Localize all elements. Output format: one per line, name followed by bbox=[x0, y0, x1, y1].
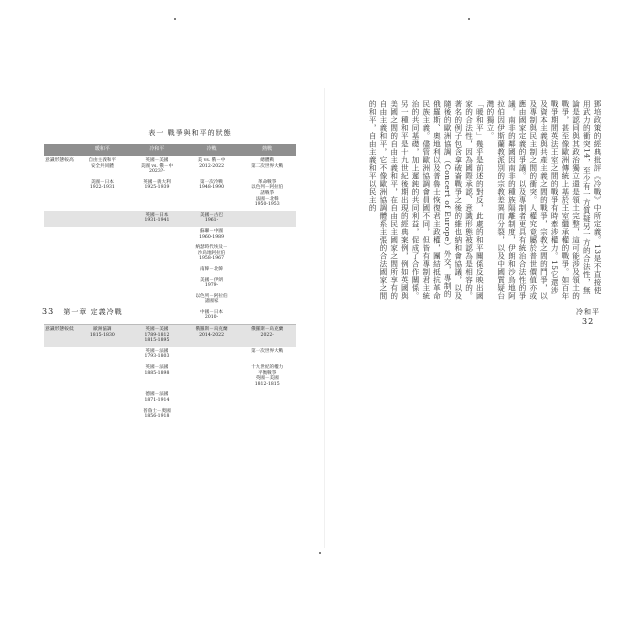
table-row bbox=[44, 227, 296, 243]
left-footer bbox=[42, 307, 123, 317]
table-header-cold-peace: 冷和平 bbox=[129, 144, 185, 156]
table-row bbox=[44, 156, 296, 178]
cell-line: 沙烏地阿拉伯 bbox=[197, 250, 226, 256]
cell-hot-war bbox=[238, 243, 296, 265]
row-label bbox=[44, 407, 76, 423]
cell-line: 1815-1830 bbox=[89, 332, 115, 338]
left-page-number: 33 bbox=[42, 307, 55, 316]
cell-warm-peace bbox=[76, 390, 130, 406]
cell-warm-peace bbox=[76, 178, 130, 211]
cell-cold-peace bbox=[129, 178, 185, 211]
row-label: 意識形態較高 bbox=[45, 158, 74, 163]
cell-line: 1925-1939 bbox=[144, 185, 170, 191]
cell-line: 1948-1990 bbox=[199, 185, 224, 191]
table-row bbox=[44, 265, 296, 276]
row-label bbox=[44, 363, 76, 390]
table-row bbox=[44, 211, 296, 227]
cell-line: 2014-2022 bbox=[199, 332, 224, 338]
cell-hot-war bbox=[238, 227, 296, 243]
cell-hot-war bbox=[238, 211, 296, 227]
cell-line: 十九世紀的權力 bbox=[251, 365, 284, 371]
table-header-row bbox=[44, 144, 296, 156]
cell-line: 普魯士－奧國 bbox=[143, 408, 171, 414]
cell-line: 1789-1812 bbox=[144, 332, 170, 338]
cell-line: 俄羅斯－烏克蘭 bbox=[195, 327, 228, 333]
cell-line: 美國 vs. 俄－中 bbox=[140, 163, 174, 169]
page-gutter bbox=[324, 88, 325, 548]
cell-line: 法國－北韓 bbox=[255, 196, 279, 202]
cell-line: 革命戰爭 bbox=[257, 179, 277, 185]
cell-cold-war bbox=[185, 156, 239, 178]
body-text bbox=[368, 100, 602, 300]
cell-line: 總體戰 bbox=[260, 158, 275, 163]
cell-line: 1979- bbox=[204, 283, 219, 289]
bottom-crop-mark bbox=[319, 552, 321, 554]
cell-line: 英國－美國 bbox=[255, 376, 279, 382]
cell-line: 英國－法國 bbox=[145, 348, 169, 354]
cell-cold-peace bbox=[129, 407, 185, 423]
cell-line: 1812-1815 bbox=[254, 381, 280, 387]
cell-hot-war bbox=[238, 308, 296, 325]
cell-cold-peace bbox=[129, 308, 185, 325]
table-header-warm-peace: 暖和平 bbox=[76, 144, 130, 156]
cell-cold-war bbox=[185, 276, 239, 292]
cell-line: 歐洲協調 bbox=[93, 327, 112, 333]
cell-line: 德國－法國 bbox=[145, 392, 169, 398]
cell-line: 英國－法國 bbox=[145, 365, 169, 371]
cell-line: 第一次世界大戰 bbox=[251, 348, 284, 354]
table-title: 表一 戰爭與和平的狀態 bbox=[148, 129, 232, 137]
cell-line: 諸戰爭 bbox=[260, 190, 275, 196]
cell-warm-peace bbox=[76, 227, 130, 243]
cell-cold-peace bbox=[129, 211, 185, 227]
table-row bbox=[44, 178, 296, 211]
cell-cold-war bbox=[185, 325, 239, 347]
cell-line: 1931-1941 bbox=[144, 218, 170, 224]
cell-line: 以色列－阿拉伯 bbox=[195, 293, 228, 299]
cell-line: 1950-1953 bbox=[254, 202, 280, 208]
war-peace-table bbox=[44, 144, 296, 423]
cell-hot-war bbox=[238, 156, 296, 178]
cell-cold-peace bbox=[129, 156, 185, 178]
table-row bbox=[44, 325, 296, 347]
cell-line: 美 vs. 俄－中 bbox=[197, 158, 226, 163]
row-label bbox=[44, 243, 76, 265]
cell-cold-peace bbox=[129, 227, 185, 243]
row-label bbox=[44, 211, 76, 227]
cell-hot-war bbox=[238, 363, 296, 390]
cell-warm-peace bbox=[76, 347, 130, 363]
cell-line: 1856-1918 bbox=[144, 414, 170, 420]
cell-cold-peace bbox=[129, 276, 185, 292]
cell-line: 英國－美國 bbox=[145, 158, 169, 163]
table-header-corner bbox=[44, 144, 76, 156]
row-label bbox=[44, 276, 76, 292]
cell-hot-war bbox=[238, 407, 296, 423]
row-label bbox=[44, 292, 76, 308]
cell-hot-war bbox=[238, 390, 296, 406]
right-footer bbox=[576, 307, 610, 326]
cell-hot-war bbox=[238, 276, 296, 292]
table-row bbox=[44, 390, 296, 406]
cell-line: 1793-1803 bbox=[144, 354, 170, 360]
table-row bbox=[44, 363, 296, 390]
cell-cold-war bbox=[185, 390, 239, 406]
row-label bbox=[44, 178, 76, 211]
table-row bbox=[44, 292, 296, 308]
cell-line: 英國－美國 bbox=[145, 327, 169, 333]
cell-hot-war bbox=[238, 265, 296, 276]
right-running-head: 冷和平 bbox=[576, 308, 600, 316]
row-label bbox=[44, 390, 76, 406]
cell-line: 1922-1931 bbox=[89, 185, 115, 191]
crop-mark bbox=[468, 18, 470, 20]
table-header-hot-war: 熱戰 bbox=[238, 144, 296, 156]
cell-line: 2023?- bbox=[149, 169, 165, 175]
cell-cold-war bbox=[185, 178, 239, 211]
row-label bbox=[44, 265, 76, 276]
cell-cold-war bbox=[185, 292, 239, 308]
row-label: 意識形態較低 bbox=[44, 325, 76, 347]
cell-line: 以色列－阿拉伯 bbox=[251, 185, 284, 191]
cell-cold-peace bbox=[129, 265, 185, 276]
cell-cold-peace bbox=[129, 347, 185, 363]
table-body bbox=[44, 156, 296, 423]
cell-hot-war bbox=[238, 292, 296, 308]
row-label bbox=[44, 347, 76, 363]
cell-warm-peace bbox=[76, 363, 130, 390]
cell-line: 安全共同體 bbox=[90, 163, 114, 169]
cell-cold-war bbox=[185, 407, 239, 423]
cell-hot-war bbox=[238, 347, 296, 363]
cell-cold-peace bbox=[129, 243, 185, 265]
cell-line: 蘇聯－中國 bbox=[200, 228, 224, 234]
cell-line: 平衡戰爭 bbox=[257, 370, 277, 376]
cell-cold-peace bbox=[129, 325, 185, 347]
cell-cold-war bbox=[185, 347, 239, 363]
cell-hot-war bbox=[238, 325, 296, 347]
cell-cold-peace bbox=[129, 363, 185, 390]
crop-mark bbox=[174, 18, 176, 20]
cell-line: 納瑟時代埃及－ bbox=[195, 245, 228, 251]
cell-cold-war bbox=[185, 211, 239, 227]
cell-warm-peace bbox=[76, 243, 130, 265]
cell-cold-war bbox=[185, 227, 239, 243]
cell-line: 英國－日本 bbox=[145, 212, 169, 218]
cell-line: 1871-1914 bbox=[144, 398, 170, 403]
right-page bbox=[330, 88, 610, 548]
cell-line: 1961- bbox=[204, 218, 219, 224]
cell-line: 俄羅斯－烏克蘭 bbox=[251, 327, 284, 333]
table-row bbox=[44, 347, 296, 363]
cell-warm-peace bbox=[76, 211, 130, 227]
table-row bbox=[44, 243, 296, 265]
cell-line: 美國－古巴 bbox=[200, 212, 224, 218]
cell-cold-peace bbox=[129, 292, 185, 308]
cell-cold-war bbox=[185, 265, 239, 276]
left-running-head: 第一章 定義冷戰 bbox=[63, 308, 123, 316]
cell-warm-peace bbox=[76, 276, 130, 292]
cell-line: 英國－義大利 bbox=[143, 179, 171, 185]
cell-line: 自由主義和平 bbox=[88, 158, 117, 163]
cell-line: 1958-1967 bbox=[199, 256, 224, 262]
cell-line: 2022- bbox=[260, 332, 274, 338]
cell-cold-war bbox=[185, 363, 239, 390]
cell-line: 1885-1898 bbox=[144, 370, 170, 376]
cell-line: 1815-1895 bbox=[144, 338, 170, 344]
right-page-number: 32 bbox=[582, 317, 595, 326]
paragraph: 「暖和平」幾乎是前述的對反，此處的和平關係反映出國家的合法性，因為國際承認、意識形態被認為是相容的。著名的例子包含拿破崙戰爭之後的維也納和會協議，以及隨後的歐洲協調（Concert of Europe）外交，專制的俄羅斯、奧地利以及普魯士恢復君主政權，團結抵抗革命民族主義。儘管歐洲協調會員國不同，但皆有專制君主統治的共同基礎，加上遲鈍的共同利益，促成了合作關係。另一種和平是十九世紀後期出現的經典案例，例如英國與美國之間的自由主義和平，在自由民主國家之間所享有的自由主義和平，它不像歐洲協調體系主張的合法國家之間的和平，自由主義和平以民主的 bbox=[368, 100, 485, 300]
cell-line: 諸國家 bbox=[204, 299, 219, 305]
cell-line: 第一次冷戰 bbox=[200, 179, 224, 185]
cell-cold-war bbox=[185, 308, 239, 325]
table-row bbox=[44, 276, 296, 292]
cell-line: 南韓－北韓 bbox=[200, 266, 224, 272]
cell-warm-peace bbox=[76, 292, 130, 308]
paragraph: 鄧培政策的經典批評《冷戰》中所定義。13是不直接使用武力的衝突14，至少有一方質疑另一方的合法性，無論是認同與其政治獨立還是領土完整，這可能涉及領土的戰爭，甚至像歐洲傳統上基於王室繼承權的戰爭。如百年戰爭期間英法王室之間的戰爭有時牽涉權力。15它還涉及資本主義與共產主義之間的戰爭，宗教之間的鬥爭，以及專制與民主制之間的衝突。人權究竟屬於普世價值亦或應由國家定義的爭議。以及專制者更具有統治合法性的爭議。南非的鄰國因南非的種族隔離制度，伊朗和沙烏地阿拉伯因伊斯蘭教派別的宗教差異而分裂，以及中國質疑台灣的獨立。 bbox=[485, 100, 602, 300]
cell-line: 美國－日本 bbox=[90, 179, 114, 185]
cell-line: 2012-2022 bbox=[199, 163, 224, 169]
cell-warm-peace bbox=[76, 265, 130, 276]
cell-line: 美國－伊朗 bbox=[200, 277, 224, 283]
book-spread bbox=[30, 88, 610, 548]
cell-warm-peace bbox=[76, 407, 130, 423]
cell-line: 1960-1989 bbox=[199, 234, 224, 240]
cell-cold-peace bbox=[129, 390, 185, 406]
cell-line: 2010- bbox=[204, 315, 219, 321]
left-page bbox=[30, 88, 320, 548]
table-header-cold-war: 冷戰 bbox=[185, 144, 239, 156]
cell-warm-peace bbox=[76, 325, 130, 347]
table-row bbox=[44, 407, 296, 423]
cell-line: 第二次世界大戰 bbox=[251, 163, 284, 169]
cell-hot-war bbox=[238, 178, 296, 211]
cell-line: 中國－日本 bbox=[200, 309, 224, 315]
cell-cold-war bbox=[185, 243, 239, 265]
row-label bbox=[44, 227, 76, 243]
cell-warm-peace bbox=[76, 156, 130, 178]
